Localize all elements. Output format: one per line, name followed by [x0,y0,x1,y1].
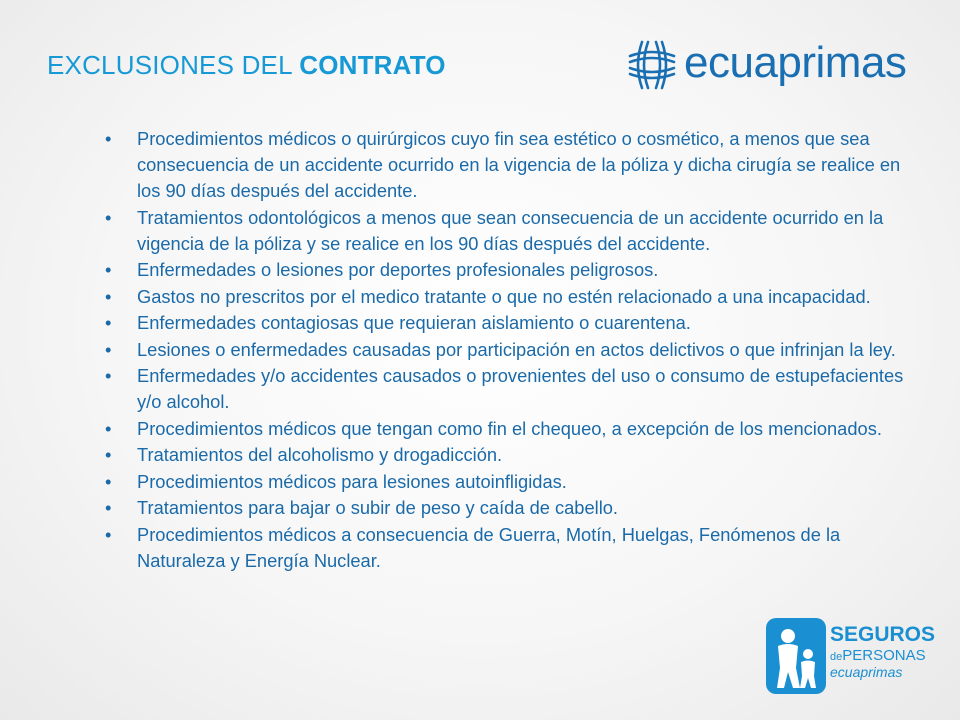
exclusion-text: Procedimientos médicos a consecuencia de Guerra, Motín, Huelgas, Fenómenos de la Naturaleza y Energía Nuclear. [137,523,841,571]
exclusion-text: Procedimientos médicos o quirúrgicos cuyo fin sea estético o cosmético, a menos que sea consecuencia de un accidente ocurrido en la vigencia de la póliza y dicha cirugía se realice en los 90 días después del accidente. [137,128,901,201]
bullet: • [105,444,112,465]
slide-title [47,50,446,81]
slide-title-bold: CONTRATO [299,50,446,80]
family-icon [766,618,826,694]
exclusion-item [105,469,920,495]
exclusion-item [105,363,920,415]
exclusion-text: Tratamientos odontológicos a menos que sean consecuencia de un accidente ocurrido en la vigencia de la póliza y se realice en los 90 días después del accidente. [137,206,884,254]
exclusion-text: Lesiones o enfermedades causadas por participación en actos delictivos o que infrinjan la ley. [137,338,896,360]
exclusion-item [105,416,920,442]
slide-title-light: EXCLUSIONES DEL [47,50,300,80]
exclusion-text: Procedimientos médicos para lesiones autoinfligidas. [137,470,567,492]
bullet: • [105,523,112,545]
exclusion-item [105,284,920,310]
exclusion-item [105,205,920,257]
seguros-de-personas-badge [766,612,936,696]
exclusions-list [105,126,920,574]
exclusion-item [105,522,920,574]
badge-personas-text: PERSONAS [842,647,926,664]
ecuaprimas-logo [624,38,924,92]
bullet: • [105,497,112,518]
bullet: • [105,470,112,492]
exclusion-text: Gastos no prescritos por el medico tratante o que no estén relacionado a una incapacidad. [137,285,871,307]
exclusion-item [105,442,920,468]
bullet: • [105,312,112,333]
bullet: • [105,128,112,149]
ecuaprimas-wordmark: ecuaprimas [684,38,907,87]
exclusion-text: Enfermedades y/o accidentes causados o provenientes del uso o consumo de estupefacientes y/o alcohol. [137,365,904,412]
bullet: • [105,417,112,439]
badge-de-prefix: de [830,651,843,663]
exclusion-text: Tratamientos para bajar o subir de peso y caída de cabello. [137,497,619,518]
exclusion-text: Enfermedades o lesiones por deportes profesionales peligrosos. [137,259,659,280]
exclusion-item [105,126,920,204]
bullet: • [105,259,112,280]
exclusion-item [105,257,920,283]
exclusion-text: Tratamientos del alcoholismo y drogadicción. [137,444,503,465]
bullet: • [105,365,112,386]
badge-line-brand: ecuaprimas [830,664,903,680]
exclusion-item [105,310,920,336]
bullet: • [105,206,112,228]
exclusion-text: Procedimientos médicos que tengan como fin el chequeo, a excepción de los mencionados. [137,417,882,439]
badge-line-personas [830,648,926,665]
badge-line-seguros: SEGUROS [830,623,936,646]
exclusion-item [105,337,920,363]
bullet: • [105,285,112,307]
exclusion-item [105,495,920,521]
ecuaprimas-cross-logo-icon [624,38,680,92]
exclusion-text: Enfermedades contagiosas que requieran aislamiento o cuarentena. [137,312,691,333]
bullet: • [105,338,112,360]
